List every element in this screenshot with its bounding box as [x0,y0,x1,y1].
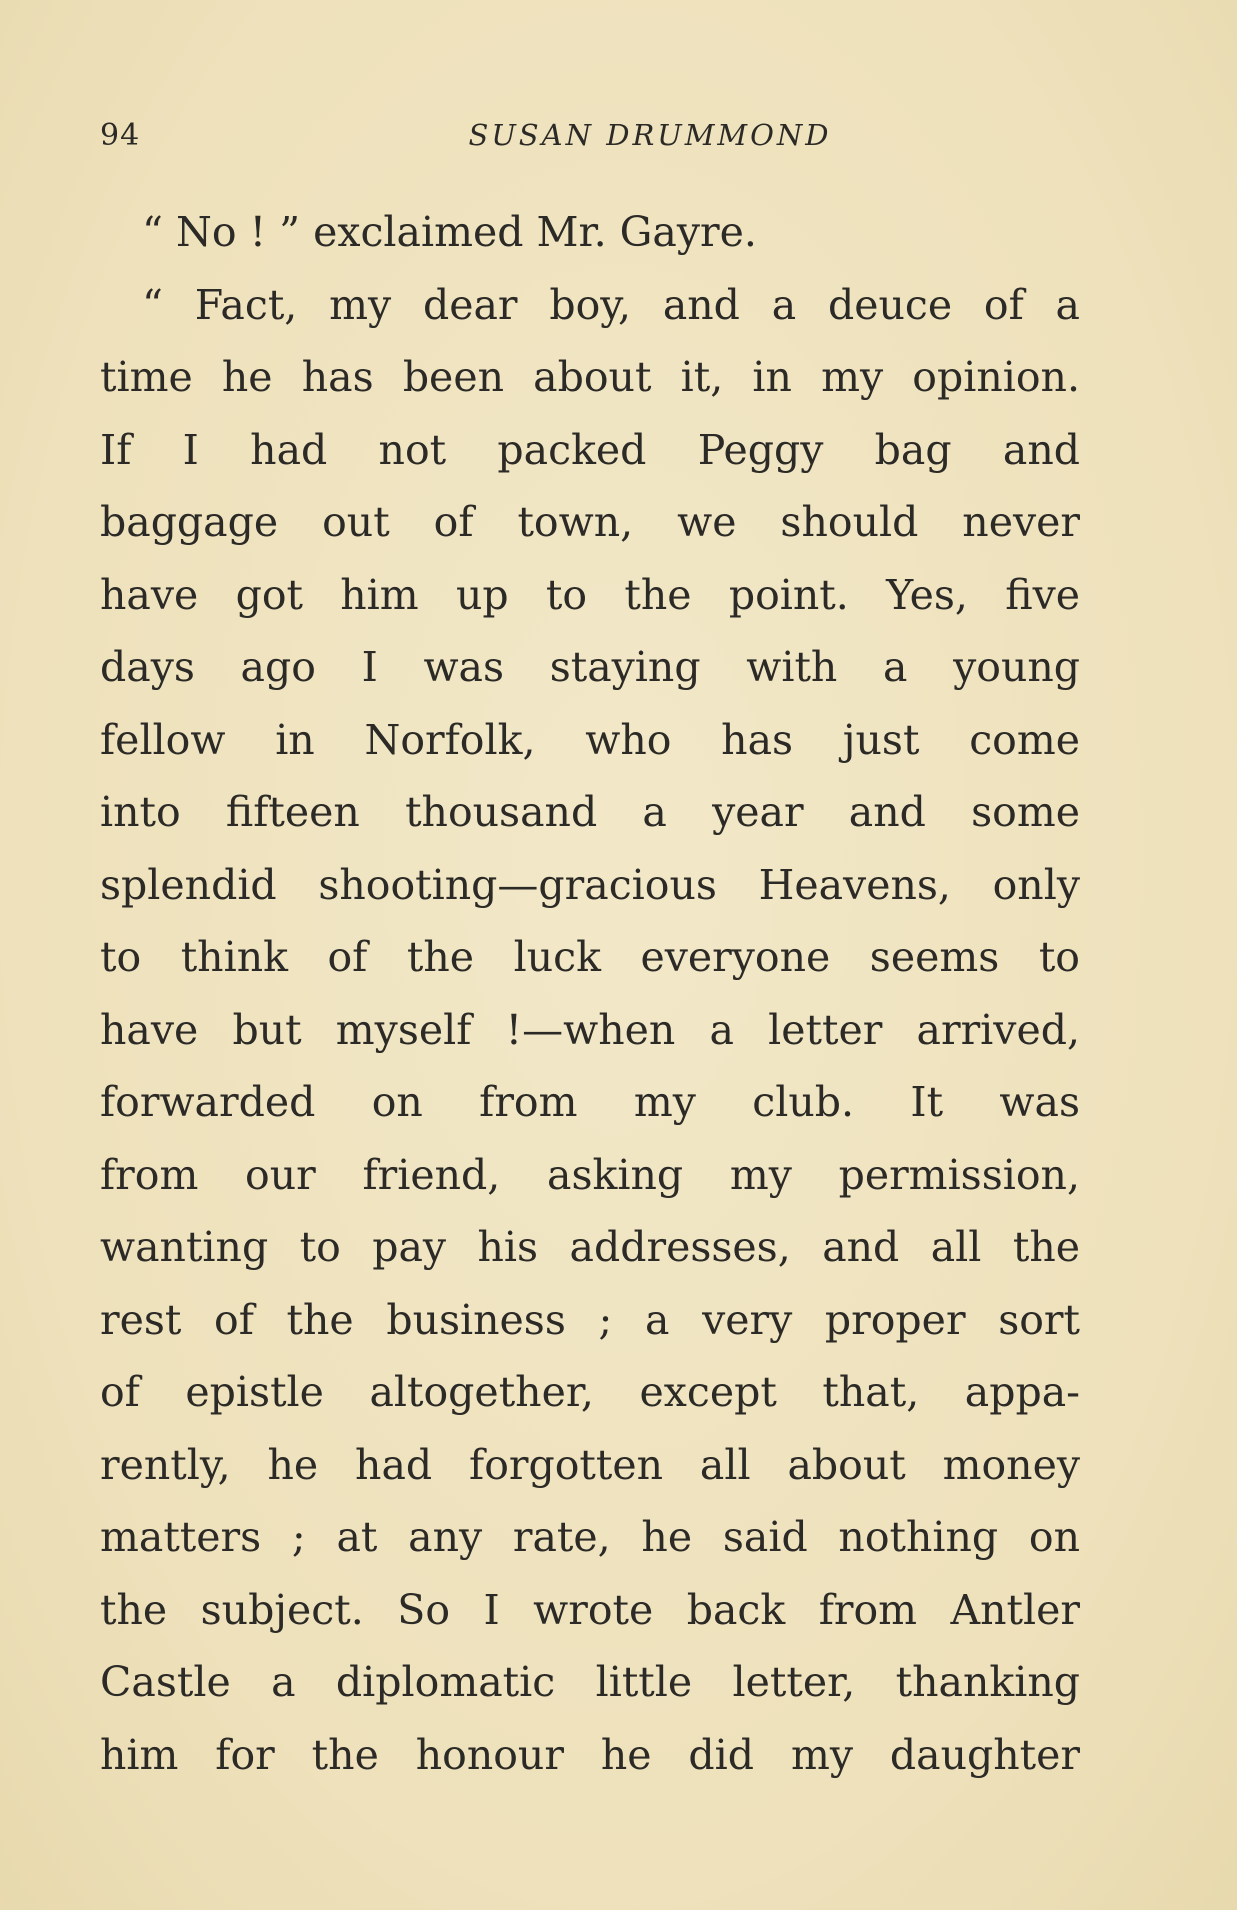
text-line: rest of the business ; a very proper sort [100,1295,1080,1344]
text-line: days ago I was staying with a young [100,643,1080,691]
text-line: “ Fact, my dear boy, and a deuce of a [142,280,1080,329]
text-line: have got him up to the point. Yes, five [100,570,1080,619]
text-line: forwarded on from my club. It was [100,1078,1080,1126]
book-title: SUSAN DRUMMOND [468,118,832,152]
text-line: the subject. So I wrote back from Antler [100,1585,1080,1634]
text-line: to think of the luck everyone seems to [100,933,1080,981]
text-line: from our friend, asking my permission, [100,1150,1080,1199]
body-text [100,196,1080,1791]
text-line: If I had not packed Peggy bag and [100,425,1080,474]
text-line: rently, he had forgotten all about money [100,1440,1080,1489]
text-line: wanting to pay his addresses, and all the [100,1223,1080,1271]
text-line: fellow in Norfolk, who has just come [100,715,1080,764]
text-line: baggage out of town, we should never [100,498,1080,546]
text-line: of epistle altogether, except that, appa- [100,1368,1080,1416]
text-line: “ No ! ” exclaimed Mr. Gayre. [142,208,757,256]
text-line: time he has been about it, in my opinion. [100,353,1080,401]
text-line: have but myself !—when a letter arrived, [100,1005,1080,1054]
text-line: Castle a diplomatic little letter, thanking [100,1658,1080,1706]
text-line: splendid shooting—gracious Heavens, only [100,860,1080,909]
running-head [100,118,1080,158]
page-number: 94 [100,118,141,153]
text-line: him for the honour he did my daughter [100,1730,1080,1779]
text-line: matters ; at any rate, he said nothing on [100,1513,1080,1561]
text-line: into fifteen thousand a year and some [100,788,1080,836]
